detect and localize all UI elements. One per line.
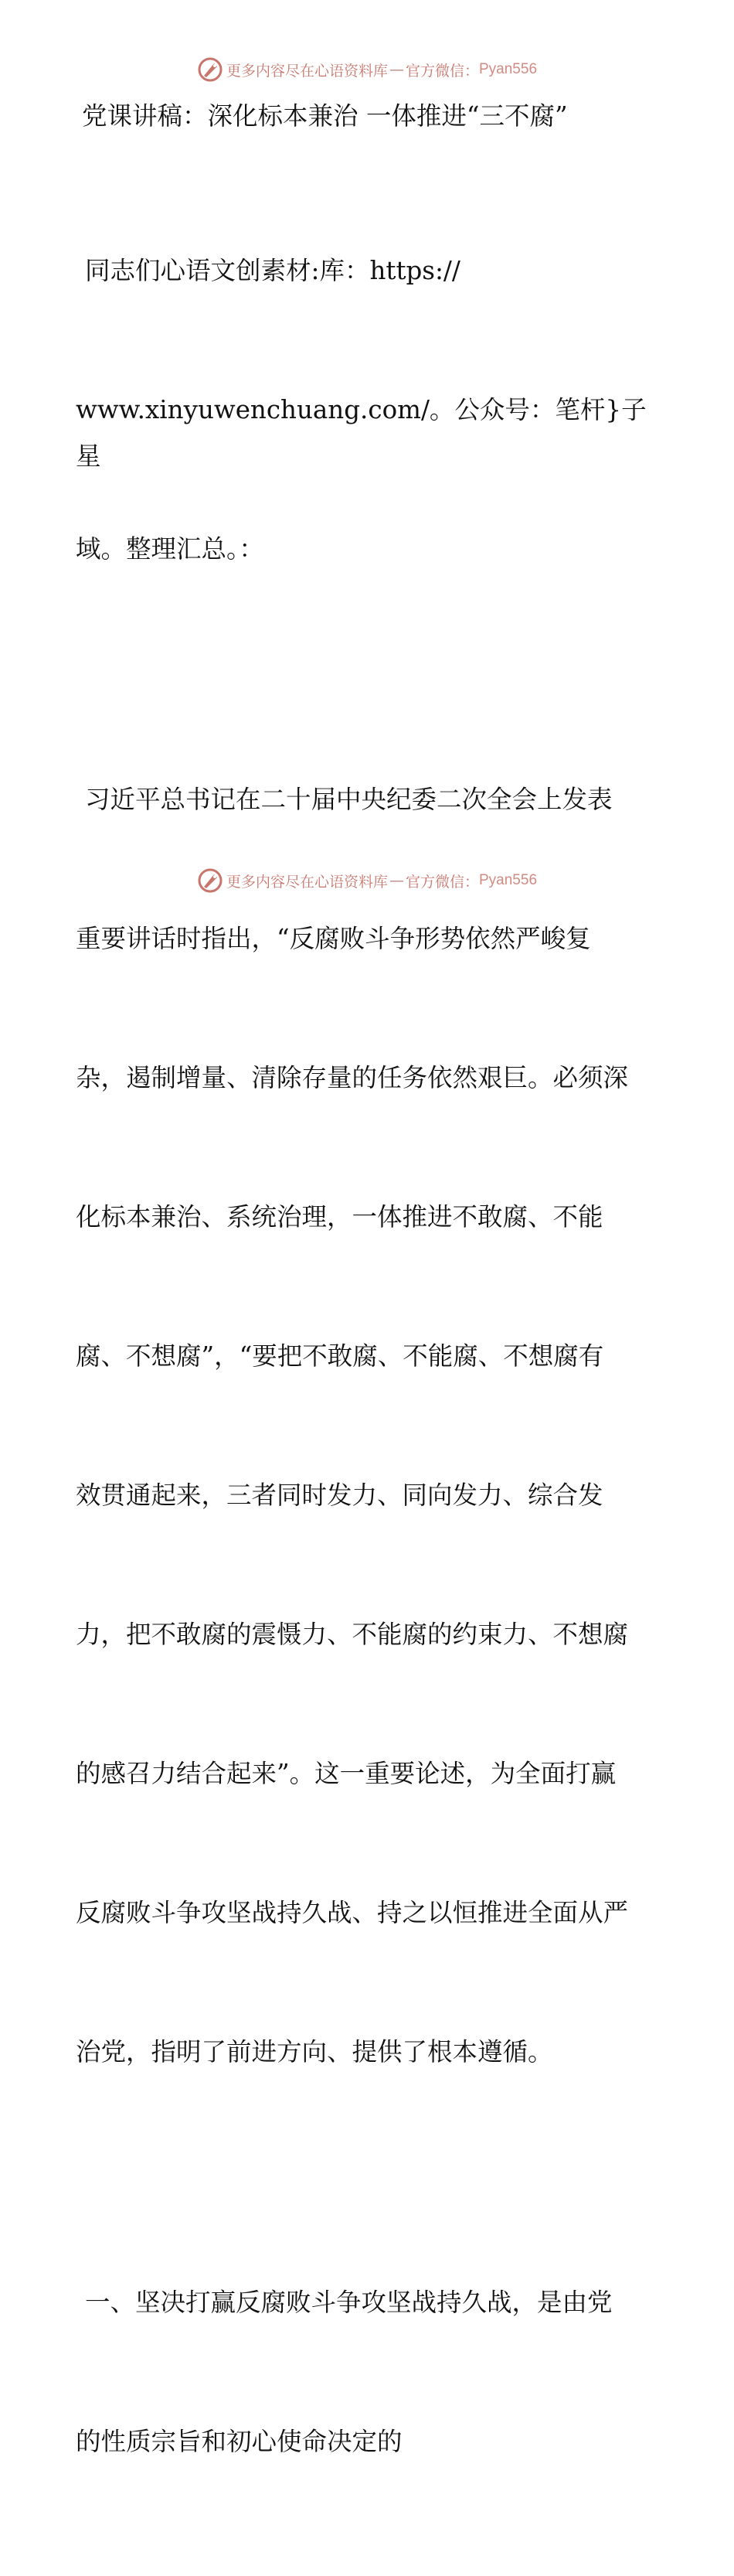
banner-wechat-label: 官方微信： bbox=[405, 873, 479, 891]
body-line: 化标本兼治、系统治理，一体推进不敢腐、不能 bbox=[76, 1202, 603, 1232]
banner-separator: — bbox=[389, 872, 404, 889]
banner-separator: — bbox=[389, 61, 404, 78]
document-body bbox=[76, 94, 663, 2576]
banner-wechat-id: Pyan556 bbox=[479, 872, 538, 888]
body-line: 反腐败斗争攻坚战持久战、持之以恒推进全面从严 bbox=[76, 1898, 629, 1927]
heading-line: 的性质宗旨和初心使命决定的 bbox=[76, 2427, 403, 2456]
section-heading bbox=[76, 2186, 663, 2557]
pen-nib-logo-icon bbox=[197, 56, 223, 83]
footer-banner bbox=[0, 867, 734, 894]
banner-wechat-label: 官方微信： bbox=[405, 62, 479, 80]
intro-line: 同志们心语文创素材:库：https:// bbox=[85, 256, 460, 285]
body-line: 力，把不敢腐的震慑力、不能腐的约束力、不想腐 bbox=[76, 1620, 629, 1649]
banner-wechat-id: Pyan556 bbox=[479, 61, 538, 77]
body-line: 杂，遏制增量、清除存量的任务依然艰巨。必须深 bbox=[76, 1063, 629, 1092]
pen-nib-logo-icon bbox=[197, 867, 223, 894]
intro-paragraph bbox=[76, 155, 663, 665]
body-line: 重要讲话时指出，“反腐败斗争形势依然严峻复 bbox=[76, 924, 591, 953]
intro-line: 域。整理汇总。： bbox=[76, 534, 264, 564]
banner-text: 更多内容尽在心语资料库 bbox=[226, 62, 388, 80]
document-title: 党课讲稿：深化标本兼治 一体推进“三不腐” bbox=[82, 101, 568, 131]
intro-line: www.xinyuwenchuang.com/。公众号：笔杆}子星 bbox=[76, 395, 647, 471]
body-line: 的感召力结合起来”。这一重要论述，为全面打赢 bbox=[76, 1759, 617, 1788]
body-line: 腐、不想腐”，“要把不敢腐、不能腐、不想腐有 bbox=[76, 1341, 604, 1371]
banner-text: 更多内容尽在心语资料库 bbox=[226, 873, 388, 891]
body-paragraph bbox=[76, 683, 663, 2168]
header-banner bbox=[0, 56, 734, 83]
body-line: 习近平总书记在二十届中央纪委二次全会上发表 bbox=[85, 785, 613, 814]
body-line: 效贯通起来，三者同时发力、同向发力、综合发 bbox=[76, 1481, 603, 1510]
body-line: 治党，指明了前进方向、提供了根本遵循。 bbox=[76, 2037, 553, 2067]
heading-line: 一、坚决打赢反腐败斗争攻坚战持久战，是由党 bbox=[85, 2288, 613, 2317]
